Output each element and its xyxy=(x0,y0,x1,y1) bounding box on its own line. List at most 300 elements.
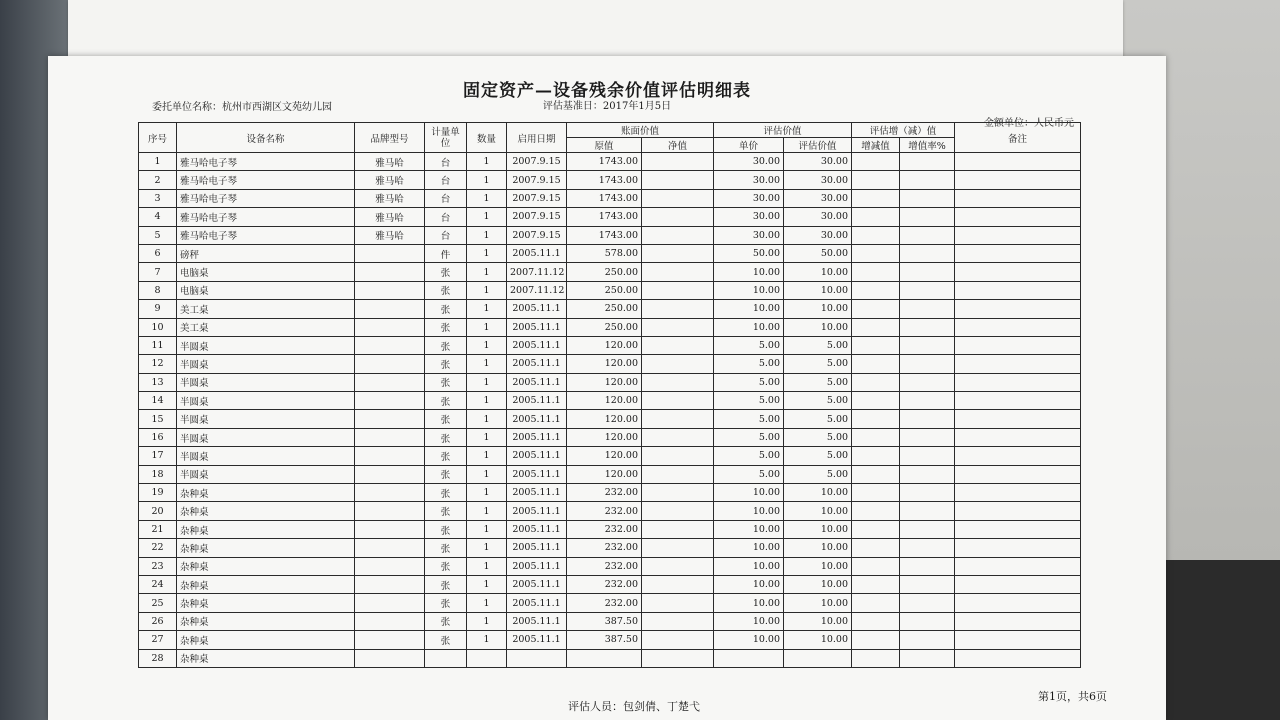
cell-qty: 1 xyxy=(467,281,507,299)
cell-unit: 张 xyxy=(425,631,467,649)
table-row xyxy=(139,612,1081,630)
cell-name: 半圆桌 xyxy=(177,465,355,483)
cell-qty: 1 xyxy=(467,428,507,446)
cell-price: 5.00 xyxy=(714,410,784,428)
cell-qty: 1 xyxy=(467,318,507,336)
cell-seq: 14 xyxy=(139,392,177,410)
cell-qty: 1 xyxy=(467,484,507,502)
cell-unit: 张 xyxy=(425,318,467,336)
table-row xyxy=(139,373,1081,391)
cell-net xyxy=(642,281,714,299)
cell-orig: 120.00 xyxy=(567,410,642,428)
client-name: 委托单位名称：杭州市西湖区文苑幼儿园 xyxy=(152,102,332,113)
cell-seq: 15 xyxy=(139,410,177,428)
cell-seq: 23 xyxy=(139,557,177,575)
cell-remark xyxy=(955,631,1081,649)
cell-net xyxy=(642,153,714,171)
cell-model: 雅马哈 xyxy=(355,189,425,207)
cell-remark xyxy=(955,153,1081,171)
cell-name: 杂种桌 xyxy=(177,502,355,520)
cell-change-rate xyxy=(900,410,955,428)
cell-change-amt xyxy=(852,631,900,649)
cell-change-amt xyxy=(852,428,900,446)
cell-orig: 232.00 xyxy=(567,520,642,538)
cell-net xyxy=(642,502,714,520)
cell-model xyxy=(355,244,425,262)
cell-seq: 20 xyxy=(139,502,177,520)
cell-price: 5.00 xyxy=(714,355,784,373)
cell-orig: 1743.00 xyxy=(567,208,642,226)
cell-remark xyxy=(955,428,1081,446)
cell-remark xyxy=(955,300,1081,318)
cell-name: 半圆桌 xyxy=(177,336,355,354)
header-change: 评估增（减）值 xyxy=(852,123,955,138)
cell-qty xyxy=(467,649,507,667)
cell-unit: 张 xyxy=(425,502,467,520)
cell-orig: 232.00 xyxy=(567,557,642,575)
cell-change-rate xyxy=(900,336,955,354)
cell-orig: 120.00 xyxy=(567,465,642,483)
cell-model: 雅马哈 xyxy=(355,208,425,226)
cell-unit: 台 xyxy=(425,189,467,207)
cell-model: 雅马哈 xyxy=(355,171,425,189)
header-change-amt: 增减值 xyxy=(852,138,900,153)
table-row xyxy=(139,281,1081,299)
cell-date: 2005.11.1 xyxy=(507,594,567,612)
header-eval-value: 评估价值 xyxy=(784,138,852,153)
cell-change-rate xyxy=(900,649,955,667)
cell-name: 美工桌 xyxy=(177,318,355,336)
cell-remark xyxy=(955,392,1081,410)
cell-change-amt xyxy=(852,520,900,538)
cell-net xyxy=(642,392,714,410)
table-row xyxy=(139,594,1081,612)
header-eval: 评估价值 xyxy=(714,123,852,138)
cell-unit: 台 xyxy=(425,226,467,244)
cell-change-rate xyxy=(900,465,955,483)
cell-remark xyxy=(955,594,1081,612)
cell-net xyxy=(642,373,714,391)
cell-remark xyxy=(955,465,1081,483)
cell-change-amt xyxy=(852,502,900,520)
cell-value: 10.00 xyxy=(784,575,852,593)
cell-date: 2007.11.12 xyxy=(507,281,567,299)
cell-orig: 1743.00 xyxy=(567,171,642,189)
cell-change-rate xyxy=(900,244,955,262)
cell-qty: 1 xyxy=(467,594,507,612)
cell-net xyxy=(642,300,714,318)
cell-model xyxy=(355,539,425,557)
header-remark: 备注 xyxy=(955,123,1081,153)
cell-name: 半圆桌 xyxy=(177,428,355,446)
cell-seq: 8 xyxy=(139,281,177,299)
cell-price: 10.00 xyxy=(714,281,784,299)
cell-price: 30.00 xyxy=(714,208,784,226)
cell-remark xyxy=(955,575,1081,593)
table-row xyxy=(139,539,1081,557)
cell-net xyxy=(642,318,714,336)
header-book-orig: 原值 xyxy=(567,138,642,153)
cell-net xyxy=(642,263,714,281)
cell-unit: 张 xyxy=(425,263,467,281)
cell-seq: 7 xyxy=(139,263,177,281)
cell-price: 5.00 xyxy=(714,465,784,483)
table-row xyxy=(139,244,1081,262)
cell-name: 杂种桌 xyxy=(177,520,355,538)
cell-model xyxy=(355,373,425,391)
currency-unit: 金额单位：人民币元 xyxy=(984,118,1074,129)
document-page xyxy=(48,56,1166,720)
cell-change-amt xyxy=(852,465,900,483)
cell-model xyxy=(355,594,425,612)
cell-net xyxy=(642,447,714,465)
cell-change-rate xyxy=(900,355,955,373)
cell-date: 2005.11.1 xyxy=(507,336,567,354)
cell-change-amt xyxy=(852,484,900,502)
cell-change-amt xyxy=(852,539,900,557)
cell-price xyxy=(714,649,784,667)
back-sheet xyxy=(68,0,1123,60)
cell-value: 10.00 xyxy=(784,539,852,557)
cell-unit: 件 xyxy=(425,244,467,262)
cell-unit: 张 xyxy=(425,410,467,428)
cell-orig: 387.50 xyxy=(567,612,642,630)
cell-change-amt xyxy=(852,281,900,299)
cell-change-amt xyxy=(852,336,900,354)
cell-unit: 张 xyxy=(425,575,467,593)
cell-unit: 张 xyxy=(425,557,467,575)
cell-model xyxy=(355,612,425,630)
cell-date: 2007.9.15 xyxy=(507,226,567,244)
cell-date: 2005.11.1 xyxy=(507,355,567,373)
cell-qty: 1 xyxy=(467,171,507,189)
cell-name: 杂种桌 xyxy=(177,631,355,649)
cell-date: 2005.11.1 xyxy=(507,575,567,593)
cell-net xyxy=(642,649,714,667)
cell-change-amt xyxy=(852,612,900,630)
cell-value: 5.00 xyxy=(784,465,852,483)
cell-seq: 24 xyxy=(139,575,177,593)
cell-model: 雅马哈 xyxy=(355,153,425,171)
cell-qty: 1 xyxy=(467,575,507,593)
cell-unit: 张 xyxy=(425,336,467,354)
cell-price: 10.00 xyxy=(714,263,784,281)
cell-unit: 张 xyxy=(425,594,467,612)
cell-model xyxy=(355,392,425,410)
cell-name: 雅马哈电子琴 xyxy=(177,153,355,171)
table-row xyxy=(139,208,1081,226)
cell-net xyxy=(642,355,714,373)
cell-seq: 22 xyxy=(139,539,177,557)
cell-qty: 1 xyxy=(467,300,507,318)
cell-model xyxy=(355,428,425,446)
cell-net xyxy=(642,208,714,226)
cell-price: 10.00 xyxy=(714,484,784,502)
cell-orig: 232.00 xyxy=(567,594,642,612)
cell-change-amt xyxy=(852,300,900,318)
cell-name: 杂种桌 xyxy=(177,575,355,593)
cell-change-rate xyxy=(900,226,955,244)
cell-value: 5.00 xyxy=(784,355,852,373)
cell-orig: 1743.00 xyxy=(567,189,642,207)
cell-value: 30.00 xyxy=(784,171,852,189)
cell-remark xyxy=(955,189,1081,207)
cell-seq: 1 xyxy=(139,153,177,171)
cell-value: 5.00 xyxy=(784,447,852,465)
table-row xyxy=(139,226,1081,244)
cell-price: 10.00 xyxy=(714,631,784,649)
cell-model xyxy=(355,575,425,593)
cell-unit: 张 xyxy=(425,428,467,446)
cell-date: 2005.11.1 xyxy=(507,612,567,630)
cell-seq: 10 xyxy=(139,318,177,336)
cell-model xyxy=(355,557,425,575)
cell-orig: 578.00 xyxy=(567,244,642,262)
table-row xyxy=(139,318,1081,336)
cell-name: 雅马哈电子琴 xyxy=(177,189,355,207)
cell-orig: 120.00 xyxy=(567,428,642,446)
cell-remark xyxy=(955,171,1081,189)
cell-value: 5.00 xyxy=(784,410,852,428)
cell-change-rate xyxy=(900,171,955,189)
cell-net xyxy=(642,520,714,538)
cell-model xyxy=(355,465,425,483)
cell-value: 10.00 xyxy=(784,318,852,336)
cell-date: 2005.11.1 xyxy=(507,447,567,465)
cell-remark xyxy=(955,447,1081,465)
cell-remark xyxy=(955,410,1081,428)
cell-value: 10.00 xyxy=(784,502,852,520)
cell-net xyxy=(642,594,714,612)
base-date: 评估基准日：2017年1月5日 xyxy=(542,101,672,112)
cell-change-amt xyxy=(852,208,900,226)
table-row xyxy=(139,189,1081,207)
table-row xyxy=(139,557,1081,575)
cell-price: 10.00 xyxy=(714,539,784,557)
cell-name: 杂种桌 xyxy=(177,594,355,612)
cell-change-amt xyxy=(852,447,900,465)
cell-remark xyxy=(955,557,1081,575)
cell-model xyxy=(355,300,425,318)
desk-background-dark xyxy=(1160,560,1280,720)
cell-change-rate xyxy=(900,189,955,207)
cell-price: 50.00 xyxy=(714,244,784,262)
table-row xyxy=(139,649,1081,667)
header-date: 启用日期 xyxy=(507,123,567,153)
cell-unit: 张 xyxy=(425,465,467,483)
cell-remark xyxy=(955,318,1081,336)
cell-remark xyxy=(955,263,1081,281)
cell-price: 10.00 xyxy=(714,612,784,630)
cell-remark xyxy=(955,502,1081,520)
cell-value: 50.00 xyxy=(784,244,852,262)
cell-remark xyxy=(955,520,1081,538)
cell-change-rate xyxy=(900,300,955,318)
cell-remark xyxy=(955,373,1081,391)
cell-change-rate xyxy=(900,153,955,171)
cell-net xyxy=(642,465,714,483)
cell-price: 10.00 xyxy=(714,502,784,520)
cell-date: 2007.11.12 xyxy=(507,263,567,281)
cell-qty: 1 xyxy=(467,208,507,226)
page-number: 第1页，共6页 xyxy=(1038,690,1107,703)
cell-name: 半圆桌 xyxy=(177,447,355,465)
cell-date: 2005.11.1 xyxy=(507,465,567,483)
cell-net xyxy=(642,575,714,593)
cell-qty: 1 xyxy=(467,465,507,483)
cell-name: 美工桌 xyxy=(177,300,355,318)
cell-net xyxy=(642,410,714,428)
cell-qty: 1 xyxy=(467,612,507,630)
cell-model: 雅马哈 xyxy=(355,226,425,244)
cell-change-amt xyxy=(852,373,900,391)
cell-name: 半圆桌 xyxy=(177,410,355,428)
cell-seq: 21 xyxy=(139,520,177,538)
header-unit: 计量单位 xyxy=(425,123,467,153)
cell-unit xyxy=(425,649,467,667)
cell-value: 30.00 xyxy=(784,208,852,226)
cell-value: 30.00 xyxy=(784,189,852,207)
cell-model xyxy=(355,263,425,281)
table-row xyxy=(139,520,1081,538)
cell-qty: 1 xyxy=(467,631,507,649)
cell-seq: 17 xyxy=(139,447,177,465)
cell-qty: 1 xyxy=(467,189,507,207)
cell-model xyxy=(355,484,425,502)
cell-net xyxy=(642,244,714,262)
cell-unit: 张 xyxy=(425,612,467,630)
cell-remark xyxy=(955,281,1081,299)
cell-model xyxy=(355,631,425,649)
cell-model xyxy=(355,318,425,336)
cell-seq: 5 xyxy=(139,226,177,244)
cell-date: 2005.11.1 xyxy=(507,244,567,262)
cell-seq: 4 xyxy=(139,208,177,226)
table-row xyxy=(139,575,1081,593)
cell-value: 10.00 xyxy=(784,300,852,318)
cell-remark xyxy=(955,336,1081,354)
cell-change-amt xyxy=(852,244,900,262)
table-row xyxy=(139,300,1081,318)
cell-value: 10.00 xyxy=(784,557,852,575)
cell-net xyxy=(642,226,714,244)
cell-change-rate xyxy=(900,318,955,336)
cell-value: 10.00 xyxy=(784,263,852,281)
cell-seq: 25 xyxy=(139,594,177,612)
cell-price: 5.00 xyxy=(714,392,784,410)
cell-date: 2007.9.15 xyxy=(507,208,567,226)
cell-orig: 232.00 xyxy=(567,484,642,502)
cell-qty: 1 xyxy=(467,392,507,410)
cell-change-rate xyxy=(900,539,955,557)
cell-orig: 1743.00 xyxy=(567,226,642,244)
cell-name: 电脑桌 xyxy=(177,281,355,299)
cell-remark xyxy=(955,355,1081,373)
table-row xyxy=(139,428,1081,446)
cell-value: 5.00 xyxy=(784,336,852,354)
cell-price: 30.00 xyxy=(714,189,784,207)
cell-net xyxy=(642,189,714,207)
cell-seq: 18 xyxy=(139,465,177,483)
cell-remark xyxy=(955,226,1081,244)
cell-name: 杂种桌 xyxy=(177,557,355,575)
cell-unit: 张 xyxy=(425,539,467,557)
cell-date: 2005.11.1 xyxy=(507,410,567,428)
cell-orig: 120.00 xyxy=(567,355,642,373)
cell-change-rate xyxy=(900,575,955,593)
cell-remark xyxy=(955,484,1081,502)
cell-model xyxy=(355,281,425,299)
cell-orig: 1743.00 xyxy=(567,153,642,171)
header-row-1 xyxy=(139,123,1081,138)
cell-value xyxy=(784,649,852,667)
cell-date: 2005.11.1 xyxy=(507,318,567,336)
table-row xyxy=(139,355,1081,373)
cell-unit: 张 xyxy=(425,520,467,538)
cell-date: 2005.11.1 xyxy=(507,484,567,502)
cell-change-amt xyxy=(852,557,900,575)
cell-change-rate xyxy=(900,281,955,299)
cell-qty: 1 xyxy=(467,153,507,171)
cell-seq: 9 xyxy=(139,300,177,318)
cell-change-amt xyxy=(852,594,900,612)
cell-change-rate xyxy=(900,612,955,630)
cell-orig: 387.50 xyxy=(567,631,642,649)
cell-net xyxy=(642,631,714,649)
cell-seq: 6 xyxy=(139,244,177,262)
cell-seq: 3 xyxy=(139,189,177,207)
cell-price: 30.00 xyxy=(714,226,784,244)
cell-seq: 16 xyxy=(139,428,177,446)
cell-value: 30.00 xyxy=(784,153,852,171)
cell-seq: 26 xyxy=(139,612,177,630)
cell-seq: 19 xyxy=(139,484,177,502)
cell-date: 2005.11.1 xyxy=(507,539,567,557)
cell-change-rate xyxy=(900,484,955,502)
table-row xyxy=(139,447,1081,465)
header-qty: 数量 xyxy=(467,123,507,153)
cell-change-rate xyxy=(900,594,955,612)
table-row xyxy=(139,631,1081,649)
cell-name: 杂种桌 xyxy=(177,649,355,667)
cell-seq: 28 xyxy=(139,649,177,667)
cell-change-rate xyxy=(900,208,955,226)
cell-remark xyxy=(955,612,1081,630)
cell-name: 杂种桌 xyxy=(177,484,355,502)
cell-name: 杂种桌 xyxy=(177,612,355,630)
cell-price: 10.00 xyxy=(714,520,784,538)
table-row xyxy=(139,153,1081,171)
header-book: 账面价值 xyxy=(567,123,714,138)
cell-seq: 13 xyxy=(139,373,177,391)
cell-name: 半圆桌 xyxy=(177,355,355,373)
cell-change-rate xyxy=(900,502,955,520)
cell-unit: 张 xyxy=(425,281,467,299)
cell-change-amt xyxy=(852,263,900,281)
cell-unit: 张 xyxy=(425,392,467,410)
cell-change-amt xyxy=(852,153,900,171)
cell-model xyxy=(355,410,425,428)
cell-model xyxy=(355,502,425,520)
cell-change-amt xyxy=(852,649,900,667)
cell-model xyxy=(355,336,425,354)
cell-qty: 1 xyxy=(467,373,507,391)
cell-name: 雅马哈电子琴 xyxy=(177,171,355,189)
cell-value: 30.00 xyxy=(784,226,852,244)
cell-change-amt xyxy=(852,392,900,410)
cell-unit: 张 xyxy=(425,447,467,465)
cell-seq: 2 xyxy=(139,171,177,189)
